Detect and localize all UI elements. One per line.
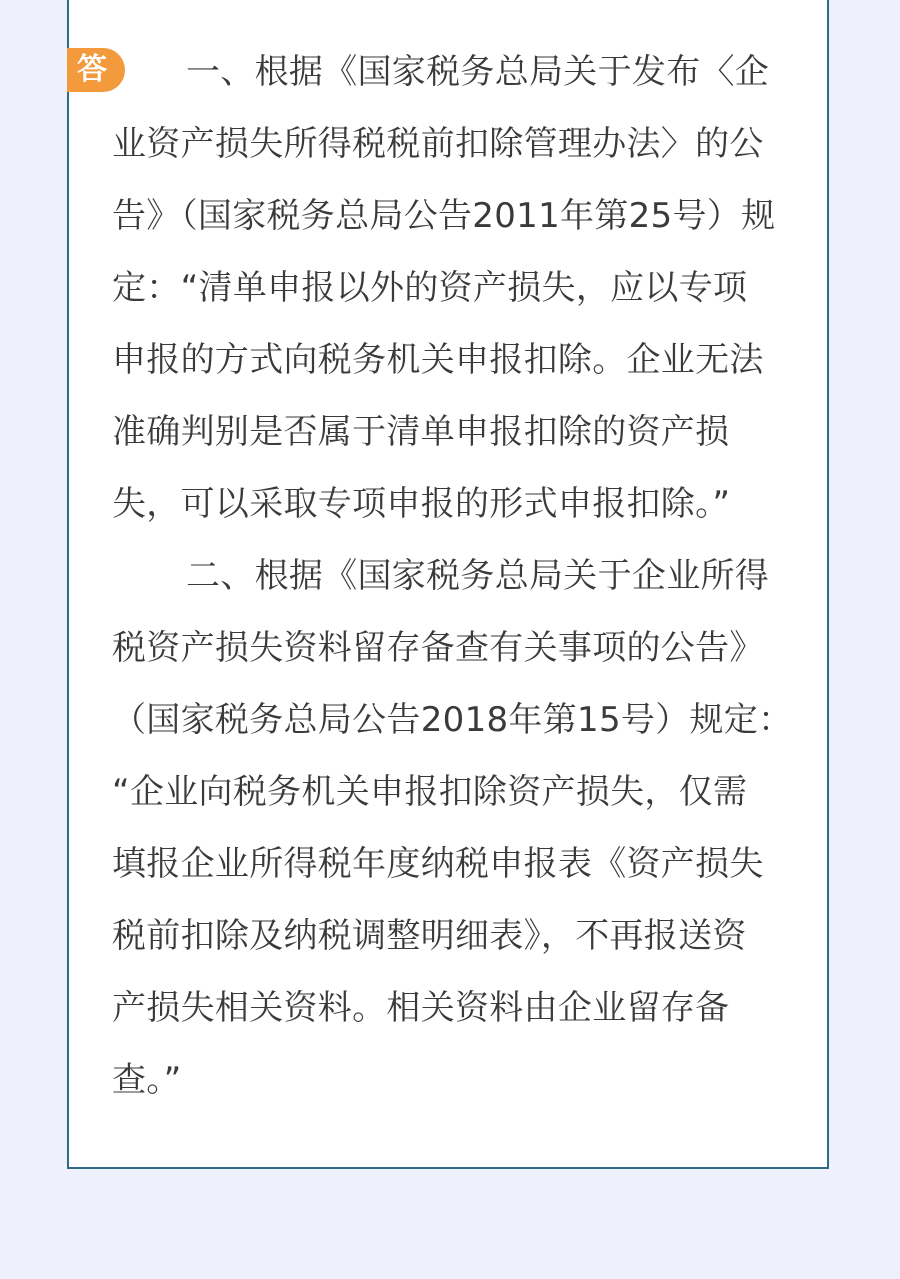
answer-line: 税前扣除及纳税调整明细表》，不再报送资 <box>112 916 747 956</box>
answer-line: 定：“清单申报以外的资产损失，应以专项 <box>112 268 748 308</box>
answer-line: 业资产损失所得税税前扣除管理办法〉的公 <box>112 124 764 164</box>
answer-text <box>112 36 792 1116</box>
answer-line: 申报的方式向税务机关申报扣除。企业无法 <box>112 340 764 380</box>
answer-line: “企业向税务机关申报扣除资产损失，仅需 <box>112 772 748 812</box>
answer-line: 一、根据《国家税务总局关于发布〈企 <box>186 52 770 92</box>
answer-badge-label: 答 <box>77 52 107 87</box>
answer-line: （国家税务总局公告2018年第15号）规定： <box>112 700 793 740</box>
answer-line: 填报企业所得税年度纳税申报表《资产损失 <box>112 844 764 884</box>
answer-line: 失，可以采取专项申报的形式申报扣除。” <box>112 484 731 524</box>
answer-line: 税资产损失资料留存备查有关事项的公告》 <box>112 628 764 668</box>
answer-line: 二、根据《国家税务总局关于企业所得 <box>186 556 770 596</box>
answer-line: 准确判别是否属于清单申报扣除的资产损 <box>112 412 730 452</box>
answer-line: 产损失相关资料。相关资料由企业留存备 <box>112 988 730 1028</box>
answer-line: 查。” <box>112 1060 182 1100</box>
answer-line: 告》（国家税务总局公告2011年第25号）规 <box>112 196 776 236</box>
